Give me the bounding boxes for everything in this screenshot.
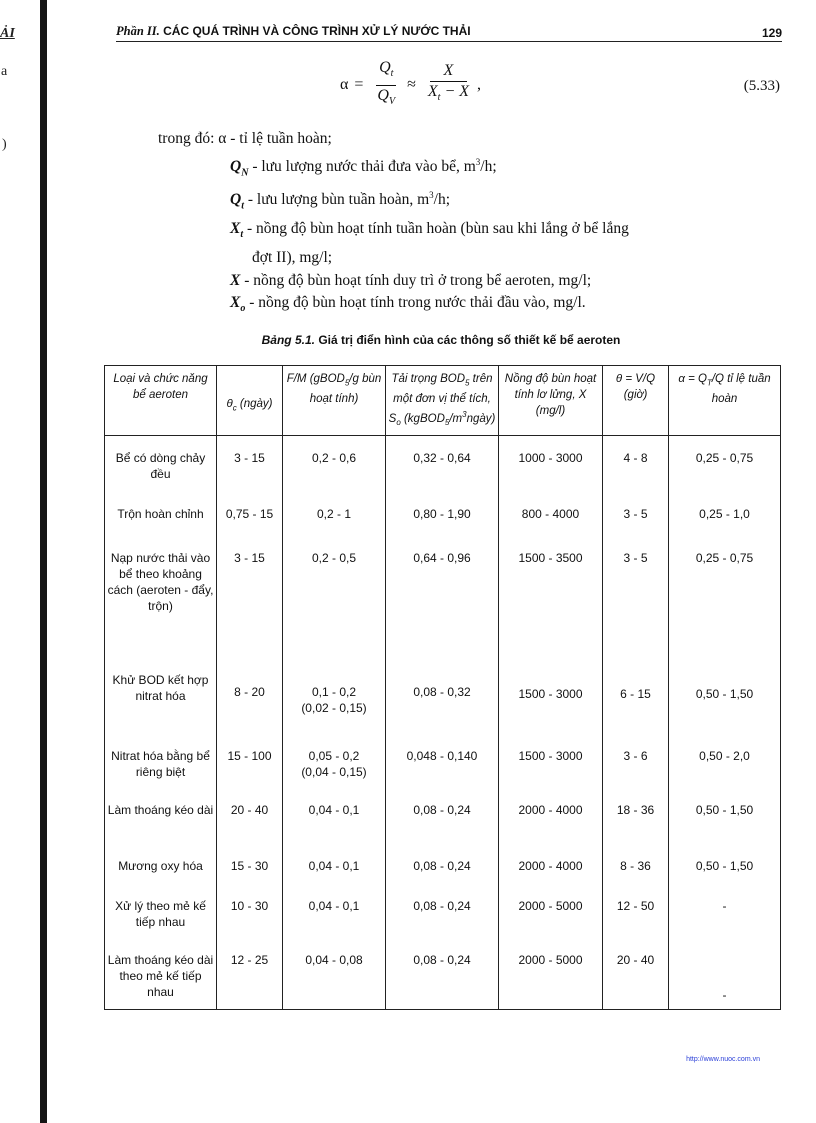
cell-type: Nitrat hóa bằng bể riêng biệt	[105, 734, 217, 788]
cell-fm: 0,04 - 0,1	[283, 844, 386, 884]
cell-bod-load: 0,08 - 0,32	[386, 658, 499, 734]
cell-theta-c: 3 - 15	[217, 436, 283, 492]
table-row	[105, 436, 781, 492]
book-spine-shadow	[40, 0, 47, 1123]
cell-theta-c: 3 - 15	[217, 536, 283, 658]
cell-hrt: 6 - 15	[603, 658, 669, 734]
cell-theta-c: 12 - 25	[217, 938, 283, 1010]
table-caption: Bảng 5.1. Giá trị điển hình của các thông số thiết kế bể aeroten	[261, 333, 621, 347]
table-row	[105, 492, 781, 536]
cell-theta-c: 0,75 - 15	[217, 492, 283, 536]
equation-number: (5.33)	[743, 78, 780, 94]
definitions-intro: trong đó: α - tỉ lệ tuần hoàn;	[158, 130, 332, 147]
cell-mlss: 1000 - 3000	[499, 436, 603, 492]
cell-type: Làm thoáng kéo dài theo mẻ kế tiếp nhau	[105, 938, 217, 1010]
cell-type: Mương oxy hóa	[105, 844, 217, 884]
cell-mlss: 2000 - 4000	[499, 844, 603, 884]
definition-item: $Q_t$ - lưu lượng bùn tuần hoàn, $m^3/h$;	[230, 190, 451, 212]
cell-theta-c: 8 - 20	[217, 658, 283, 734]
variable-definitions	[158, 128, 778, 321]
equation-5-33: α = $\frac{Q_t}{Q_V}$ ≈ $\frac{X}{X_t - X}$ ,	[340, 62, 481, 108]
footer-url: http://www.nuoc.com.vn	[686, 1056, 760, 1063]
table-row	[105, 938, 781, 1010]
cell-type: Khử BOD kết hợp nitrat hóa	[105, 658, 217, 734]
page-number: 129	[761, 26, 782, 40]
cell-hrt: 3 - 5	[603, 536, 669, 658]
cell-hrt: 3 - 6	[603, 734, 669, 788]
cell-theta-c: 15 - 100	[217, 734, 283, 788]
cell-bod-load: 0,08 - 0,24	[386, 938, 499, 1010]
cell-recycle-ratio: 0,50 - 1,50	[669, 788, 781, 844]
running-header	[116, 24, 782, 42]
cell-theta-c: 20 - 40	[217, 788, 283, 844]
cell-mlss: 2000 - 5000	[499, 884, 603, 938]
cell-theta-c: 15 - 30	[217, 844, 283, 884]
cell-bod-load: 0,64 - 0,96	[386, 536, 499, 658]
definition-continuation: đợt II), mg/l;	[252, 248, 333, 266]
design-parameters-table	[104, 365, 781, 1010]
cell-mlss: 800 - 4000	[499, 492, 603, 536]
cell-hrt: 20 - 40	[603, 938, 669, 1010]
cell-mlss: 2000 - 5000	[499, 938, 603, 1010]
part-label: Phần II.	[116, 24, 160, 38]
cell-bod-load: 0,08 - 0,24	[386, 844, 499, 884]
cell-recycle-ratio: 0,50 - 1,50	[669, 844, 781, 884]
column-header-type: Loại và chức năng bể aeroten	[105, 366, 217, 436]
cell-hrt: 3 - 5	[603, 492, 669, 536]
chapter-title: CÁC QUÁ TRÌNH VÀ CÔNG TRÌNH XỬ LÝ NƯỚC THẢI	[163, 24, 471, 38]
column-header-fm: F/M (gBOD$_5$/g bùn hoạt tính)	[283, 366, 386, 436]
cell-fm: 0,2 - 0,5	[283, 536, 386, 658]
table-row	[105, 788, 781, 844]
cell-hrt: 12 - 50	[603, 884, 669, 938]
cell-recycle-ratio: 0,50 - 1,50	[669, 658, 781, 734]
cell-bod-load: 0,08 - 0,24	[386, 788, 499, 844]
table-header-row	[105, 366, 781, 436]
cell-bod-load: 0,048 - 0,140	[386, 734, 499, 788]
table-row	[105, 844, 781, 884]
column-header-mlss: Nồng độ bùn hoạt tính lơ lửng, X (mg/l)	[499, 366, 603, 436]
previous-page-fragment: a	[1, 64, 8, 79]
definition-item: $Q_N$ - lưu lượng nước thải đưa vào bể, $m^3/h$;	[230, 156, 497, 178]
definition-item: $X_t$ - nồng độ bùn hoạt tính tuần hoàn (bùn sau khi lắng ở bể lắng	[230, 220, 629, 241]
fraction-x: $\frac{X}{X_t - X}$	[427, 62, 470, 104]
cell-bod-load: 0,32 - 0,64	[386, 436, 499, 492]
cell-type: Trộn hoàn chỉnh	[105, 492, 217, 536]
previous-page-fragment: )	[2, 137, 7, 152]
definition-item: X - nồng độ bùn hoạt tính duy trì ở trong bể aeroten, mg/l;	[230, 271, 592, 289]
cell-recycle-ratio: -	[669, 938, 781, 1010]
definition-item: $X_o$ - nồng độ bùn hoạt tính trong nước thải đầu vào, mg/l.	[230, 294, 586, 315]
column-header-theta-c: $\theta_c$ (ngày)	[217, 366, 283, 436]
running-header-title	[116, 24, 471, 39]
table-row	[105, 884, 781, 938]
cell-mlss: 1500 - 3000	[499, 658, 603, 734]
cell-type: Nạp nước thải vào bể theo khoảng cách (aeroten - đẩy, trộn)	[105, 536, 217, 658]
cell-mlss: 2000 - 4000	[499, 788, 603, 844]
cell-recycle-ratio: 0,25 - 0,75	[669, 436, 781, 492]
column-header-recycle-ratio: $\alpha = Q_T/Q$ tỉ lệ tuần hoàn	[669, 366, 781, 436]
cell-hrt: 4 - 8	[603, 436, 669, 492]
column-header-hrt: θ = V/Q (giờ)	[603, 366, 669, 436]
cell-fm: 0,05 - 0,2 (0,04 - 0,15)	[283, 734, 386, 788]
cell-bod-load: 0,08 - 0,24	[386, 884, 499, 938]
cell-fm: 0,04 - 0,08	[283, 938, 386, 1010]
cell-fm: 0,2 - 1	[283, 492, 386, 536]
cell-type: Làm thoáng kéo dài	[105, 788, 217, 844]
cell-fm: 0,04 - 0,1	[283, 788, 386, 844]
cell-type: Bể có dòng chảy đều	[105, 436, 217, 492]
table-row	[105, 658, 781, 734]
cell-fm: 0,2 - 0,6	[283, 436, 386, 492]
fraction-q: $\frac{Q_t}{Q_V}$	[377, 59, 396, 107]
cell-fm: 0,1 - 0,2 (0,02 - 0,15)	[283, 658, 386, 734]
cell-mlss: 1500 - 3500	[499, 536, 603, 658]
cell-mlss: 1500 - 3000	[499, 734, 603, 788]
table-row	[105, 734, 781, 788]
cell-recycle-ratio: 0,25 - 0,75	[669, 536, 781, 658]
table-row	[105, 536, 781, 658]
cell-bod-load: 0,80 - 1,90	[386, 492, 499, 536]
cell-hrt: 8 - 36	[603, 844, 669, 884]
cell-type: Xử lý theo mẻ kế tiếp nhau	[105, 884, 217, 938]
cell-recycle-ratio: 0,50 - 2,0	[669, 734, 781, 788]
cell-theta-c: 10 - 30	[217, 884, 283, 938]
column-header-bod-load: Tải trọng $BOD_5$ trên một đơn vị thể tích, $S_o$ $(kgBOD_5/m^3ngày)$	[386, 366, 499, 436]
cell-fm: 0,04 - 0,1	[283, 884, 386, 938]
cell-recycle-ratio: -	[669, 884, 781, 938]
cell-recycle-ratio: 0,25 - 1,0	[669, 492, 781, 536]
cell-hrt: 18 - 36	[603, 788, 669, 844]
previous-page-fragment: ẢI	[0, 26, 15, 41]
